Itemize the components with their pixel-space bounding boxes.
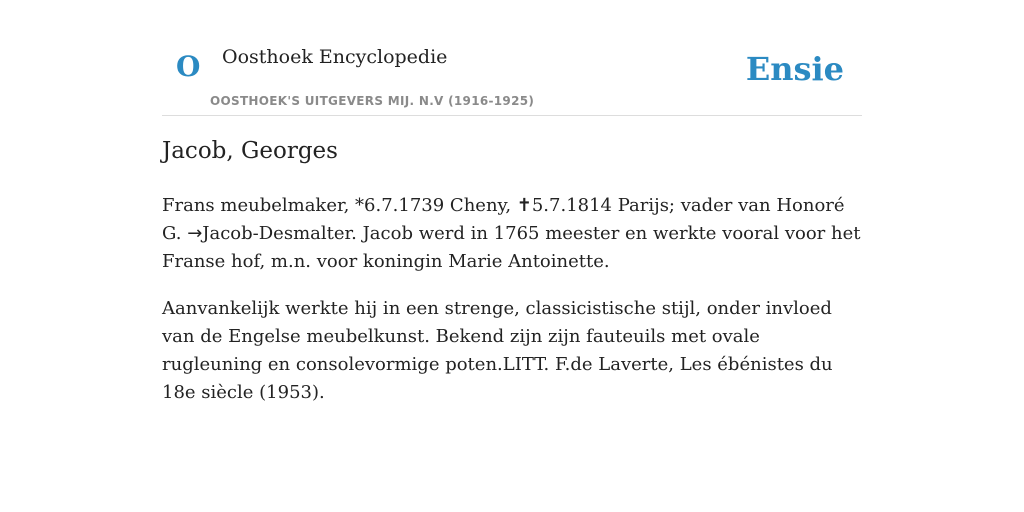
entry-body xyxy=(162,192,862,426)
entry-title: Jacob, Georges xyxy=(162,138,338,164)
entry-paragraph-1-text: Frans meubelmaker, *6.7.1739 Cheny, ✝5.7.1814 Parijs; vader van Honoré G. xyxy=(162,195,845,244)
source-logo: O xyxy=(176,50,201,83)
publisher-label: OOSTHOEK'S UITGEVERS MIJ. N.V (1916-1925) xyxy=(210,94,535,108)
entry-paragraph-2: Aanvankelijk werkte hij in een strenge, classicistische stijl, onder invloed van de Engelse meubelkunst. Bekend zijn zijn fauteuils met ovale rugleuning en consolevormige poten.LITT. F.de Laverte, Les ébénistes du 18e siècle (1953). xyxy=(162,298,833,403)
cross-reference-link[interactable] xyxy=(162,223,860,272)
entry-paragraph-1 xyxy=(162,192,862,276)
source-title[interactable]: Oosthoek Encyclopedie xyxy=(222,46,448,68)
arrow-right-icon: → xyxy=(187,223,203,244)
brand-logo-link[interactable]: Ensie xyxy=(745,50,844,88)
source-header xyxy=(162,40,862,116)
cross-reference-text: Jacob-Desmalter. Jacob werd in 1765 meester en werkte vooral voor het Franse hof, m.n. voor koningin Marie Antoinette. xyxy=(162,223,861,272)
